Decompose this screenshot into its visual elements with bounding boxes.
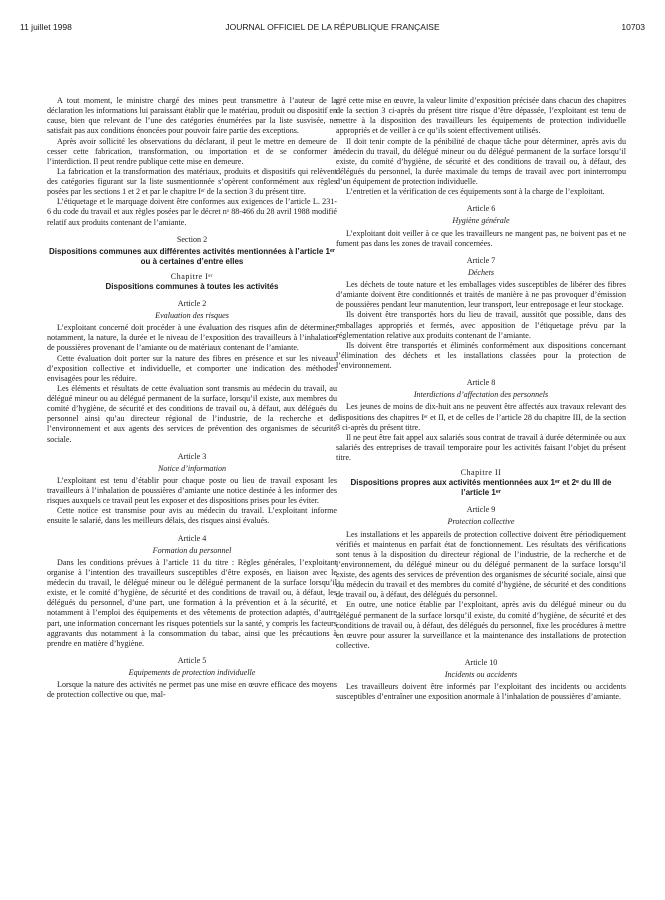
article-heading: Article 7	[466, 255, 496, 265]
paragraph: L’exploitant est tenu d’établir pour chaque poste ou lieu de travail exposant les travailleurs à l’inhalation de poussières d’amiante une notice destinée à les informer des risques auxquels ce travail peut les exposer et des dispositions prises pour les éviter.	[47, 475, 337, 506]
paragraph: L’exploitant doit veiller à ce que les travailleurs ne mangent pas, ne boivent pas et ne fument pas dans les zones de travail concernées.	[336, 228, 626, 248]
paragraph: En outre, une notice établie par l’exploitant, après avis du délégué mineur ou du délégué permanent de la surface lorsqu’il existe, du comité d’hygiène, de sécurité et des conditions de travail ou, à défaut, des délégués du personnel, fixe les procédures à mettre en œuvre pour assurer la surveillance et la maintenance des installations de protection collective.	[336, 600, 626, 650]
article-heading: Article 9	[466, 505, 496, 515]
article-title: Hygiène générale	[452, 216, 510, 226]
paragraph: Les installations et les appareils de protection collective doivent être périodiquement vérifiés et maintenus en parfait état de fonctionnement. Les résultats des vérifications sont tenus à la disposition du directeur régional de l’industrie, de la recherche et de l’environnement, du délégué mineur ou du délégué permanent de la surface lorsqu’il existe, des agents des services de prévention des organismes de sécurité sociale, ainsi que du médecin du travail et des membres du comité d’hygiène, de sécurité et des conditions de travail ou, à défaut, des délégués du personnel.	[336, 529, 626, 600]
paragraph: gré cette mise en œuvre, la valeur limite d’exposition précisée dans chacun des chapitres de la section 3 ci-après du présent titre risque d’être dépassée, l’exploitant est tenu de mettre à la disposition des travailleurs les équipements de protection individuelle appropriés et de veiller à ce qu’ils soient effectivement utilisés.	[336, 96, 626, 136]
paragraph: L’étiquetage et le marquage doivent être conformes aux exigences de l’article L. 231-6 du code du travail et aux règles posées par le décret nᵒ 88-466 du 28 avril 1988 modifié relatif aux produits contenant de l’amiante.	[47, 197, 337, 227]
paragraph: Cette notice est transmise pour avis au médecin du travail. L’exploitant informe ensuite le salarié, dans les meilleurs délais, des risques ainsi évalués.	[47, 506, 337, 526]
chapter-heading: Chapitre II	[460, 468, 502, 478]
paragraph: L’exploitant concerné doit procéder à une évaluation des risques afin de déterminer, notamment, la nature, la durée et le niveau de l’exposition des travailleurs à l’inhalation de poussières provenant de l’amiante ou de matériaux contenant de l’amiante.	[47, 323, 337, 353]
paragraph: Les déchets de toute nature et les emballages vides susceptibles de libérer des fibres d’amiante doivent être conditionnés et traités de manière à ne pas provoquer d’émission de poussières pendant leur manutention, leur transport, leur entreposage et leur stockage.	[336, 280, 626, 310]
section-title: Dispositions communes aux différentes activités mentionnées à l’article 1ᵉʳ ou à certaines d’entre elles	[48, 246, 335, 266]
paragraph: L’entretien et la vérification de ces équipements sont à la charge de l’exploitant.	[346, 187, 605, 197]
paragraph: Les jeunes de moins de dix-huit ans ne peuvent être affectés aux travaux relevant des dispositions des chapitres Iᵉʳ et II, et de celles de l’article 28 du chapitre III, de la section 3 ci-après du présent titre.	[336, 402, 626, 432]
article-title: Incidents ou accidents	[444, 670, 518, 680]
article-title: Interdictions d’affectation des personnels	[413, 390, 549, 400]
article-title: Protection collective	[447, 517, 515, 527]
paragraph: A tout moment, le ministre chargé des mines peut transmettre à l’auteur de la déclaration les informations lui paraissant établir que le matériau, produit ou dispositif en cause, bien que relevant de l’une des catégories énumérées par la liste susvisée, ne satisfait pas aux conditions énoncées pour pouvoir faire partie des exceptions.	[47, 96, 337, 136]
paragraph: Ils doivent être transportés et éliminés conformément aux dispositions concernant l’élimination des déchets et les installations classées pour la protection de l’environnement.	[336, 340, 626, 370]
page-header	[20, 22, 645, 34]
paragraph: Les travailleurs doivent être informés par l’exploitant des incidents ou accidents susceptibles d’entraîner une exposition anormale à l’inhalation de poussières d’amiante.	[336, 682, 626, 702]
article-title: Déchets	[467, 267, 495, 277]
paragraph: Après avoir sollicité les observations du déclarant, il peut le mettre en demeure de cesser cette fabrication, transformation, ou importation et de se conformer à l’interdiction. Il peut rendre publique cette mise en demeure.	[47, 136, 337, 166]
article-title: Equipements de protection individuelle	[128, 668, 256, 677]
chapter-title: Dispositions propres aux activités mentionnées aux 1ᵉʳ et 2ᵉ du III de l’article 1ᵉʳ	[350, 478, 612, 498]
article-title: Notice d’information	[157, 463, 227, 473]
article-title: Evaluation des risques	[155, 311, 229, 320]
paragraph: Il ne peut être fait appel aux salariés sous contrat de travail à durée déterminée ou aux salariés des entreprises de travail temporaire pour les activités faisant l’objet du présent titre.	[336, 432, 626, 462]
paragraph: Les éléments et résultats de cette évaluation sont transmis au médecin du travail, au délégué mineur ou au délégué permanent de la surface, lorsqu’il existe, aux membres du comité d’hygiène, de sécurité et des conditions de travail ou, à défaut, aux délégués du personnel ainsi qu’au directeur régional de l’industrie, de la recherche et de l’environnement et aux agents des services de prévention des organismes de sécurité sociale.	[47, 383, 337, 444]
paragraph: Ils doivent être transportés hors du lieu de travail, aussitôt que possible, dans des emballages appropriés et fermés, avec apposition de l’étiquetage prévu par la réglementation relative aux produits contenant de l’amiante.	[336, 310, 626, 340]
article-heading: Article 6	[466, 204, 496, 214]
article-heading: Article 2	[177, 298, 207, 308]
article-heading: Article 4	[177, 533, 207, 543]
article-heading: Article 10	[464, 658, 498, 667]
chapter-heading: Chapitre Iᵉʳ	[170, 271, 214, 281]
header-date: 11 juillet 1998	[20, 22, 72, 32]
section-heading: Section 2	[176, 234, 208, 244]
paragraph: Cette évaluation doit porter sur la nature des fibres en présence et sur les niveaux d’exposition collective et individuelle, et comporter une indication des méthodes envisagées pour les réduire.	[47, 353, 337, 383]
article-heading: Article 8	[466, 378, 496, 388]
paragraph: Il doit tenir compte de la pénibilité de chaque tâche pour déterminer, après avis du médecin du travail, du délégué mineur ou du délégué permanent de la surface lorsqu’il existe, du comité d’hygiène, de sécurité et des conditions de travail ou, à défaut, des délégués du personnel, la durée maximale du temps de travail avec port ininterrompu d’un équipement de protection individuelle.	[336, 136, 626, 186]
paragraph: Lorsque la nature des activités ne permet pas une mise en œuvre efficace des moyens de protection collective ou que, mal-	[47, 680, 337, 700]
paragraph: Dans les conditions prévues à l’article 11 du titre : Règles générales, l’exploitant organise à l’intention des travailleurs susceptibles d’être exposés, en liaison avec le médecin du travail, le délégué mineur ou le délégué permanent de la surface lorsqu’il existe, et le comité d’hygiène, de sécurité et des conditions de travail ou, à défaut, les délégués du personnel, d’une part, une formation à la prévention et à la sécurité, et notamment à l’emploi des équipements et des vêtements de protection adaptés, d’autre part, une information concernant les risques potentiels sur la santé, y compris les facteurs aggravants dus notamment à la consommation du tabac, ainsi que les précautions à prendre en matière d’hygiène.	[47, 557, 337, 648]
article-title: Formation du personnel	[152, 545, 232, 555]
header-title: JOURNAL OFFICIEL DE LA RÉPUBLIQUE FRANÇAISE	[225, 22, 440, 32]
header-page-number: 10703	[621, 22, 645, 32]
right-column	[336, 96, 626, 703]
article-heading: Article 3	[177, 451, 207, 461]
paragraph: La fabrication et la transformation des matériaux, produits et dispositifs qui relèvent des catégories figurant sur la liste susmentionnée s’opèrent conformément aux règles posées par les sections 1 et 2 et par le chapitre Iᵉʳ de la section 3 du présent titre.	[47, 166, 337, 197]
article-heading: Article 5	[177, 655, 207, 665]
left-column	[47, 96, 337, 700]
chapter-title: Dispositions communes à toutes les activités	[105, 281, 279, 291]
